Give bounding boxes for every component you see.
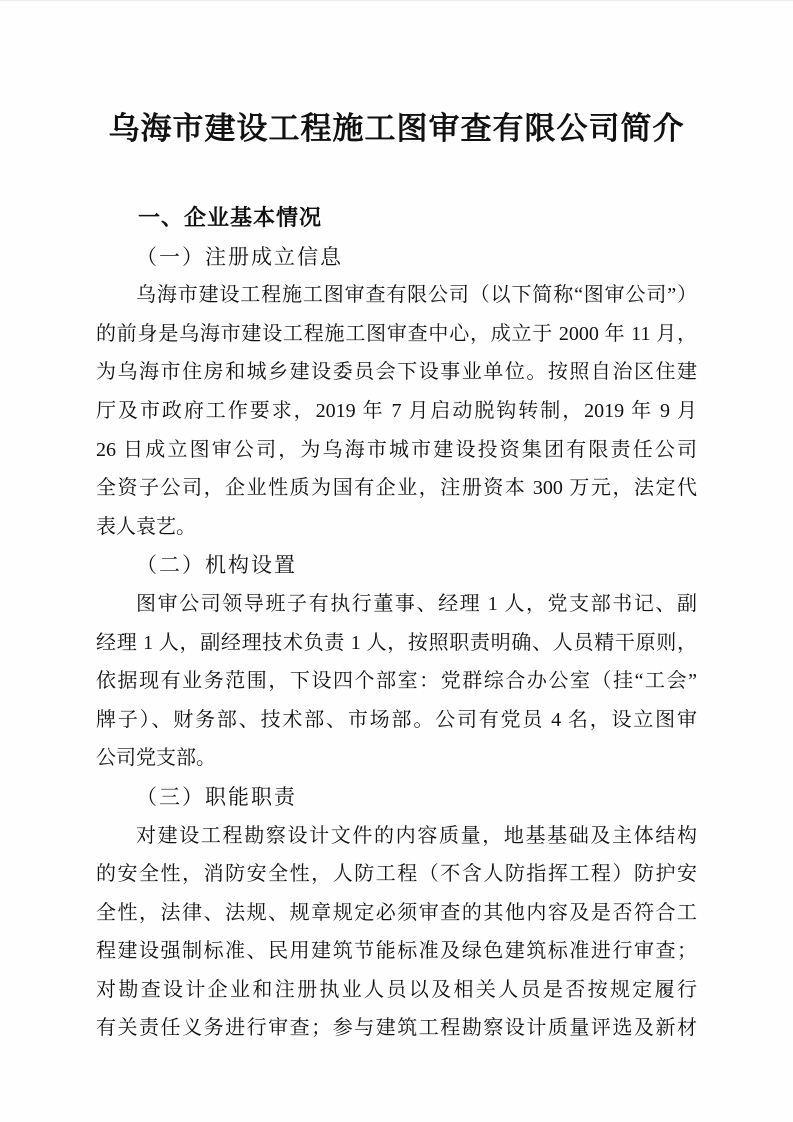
document-body — [96, 199, 697, 1048]
body-line: 表人袁艺。 — [96, 515, 196, 538]
body-line: 依据现有业务范围，下设四个部室：党群综合办公室（挂“工会” — [96, 670, 697, 693]
body-line: 为乌海市住房和城乡建设委员会下设事业单位。按照自治区住建 — [96, 361, 697, 384]
body-line: 图审公司领导班子有执行董事、经理 1 人，党支部书记、副 — [136, 592, 697, 615]
subsection-heading: （三）职能职责 — [136, 784, 297, 809]
subsection-duties — [96, 778, 697, 1048]
body-line: 的前身是乌海市建设工程施工图审查中心，成立于 2000 年 11 月， — [96, 322, 697, 345]
body-line: 牌子）、财务部、技术部、市场部。公司有党员 4 名，设立图审 — [96, 708, 697, 731]
document-title: 乌海市建设工程施工图审查有限公司简介 — [108, 111, 685, 146]
body-line: 对建设工程勘察设计文件的内容质量，地基基础及主体结构 — [136, 824, 697, 847]
body-line: 乌海市建设工程施工图审查有限公司（以下简称“图审公司”） — [136, 284, 697, 307]
subsection-registration-info — [96, 238, 697, 547]
body-line: 公司党支部。 — [96, 747, 216, 770]
subsection-heading: （一）注册成立信息 — [136, 244, 343, 269]
body-line: 对勘查设计企业和注册执业人员以及相关人员是否按规定履行 — [96, 978, 697, 1001]
body-line: 26 日成立图审公司，为乌海市城市建设投资集团有限责任公司 — [96, 438, 697, 461]
section-heading: 一、企业基本情况 — [138, 205, 323, 230]
body-line: 有关责任义务进行审查；参与建筑工程勘察设计质量评选及新材 — [96, 1017, 697, 1040]
body-line: 全资子公司，企业性质为国有企业，注册资本 300 万元，法定代 — [96, 477, 697, 500]
body-line: 全性，法律、法规、规章规定必须审查的其他内容及是否符合工 — [96, 901, 697, 924]
body-line: 程建设强制标准、民用建筑节能标准及绿色建筑标准进行审查； — [96, 940, 697, 963]
body-line: 经理 1 人，副经理技术负责 1 人，按照职责明确、人员精干原则， — [96, 631, 697, 654]
body-line: 厅及市政府工作要求，2019 年 7 月启动脱钩转制，2019 年 9 月 — [96, 399, 697, 422]
subsection-organization — [96, 546, 697, 778]
subsection-heading: （二）机构设置 — [136, 553, 297, 578]
body-line: 的安全性，消防安全性，人防工程（不含人防指挥工程）防护安 — [96, 863, 697, 886]
